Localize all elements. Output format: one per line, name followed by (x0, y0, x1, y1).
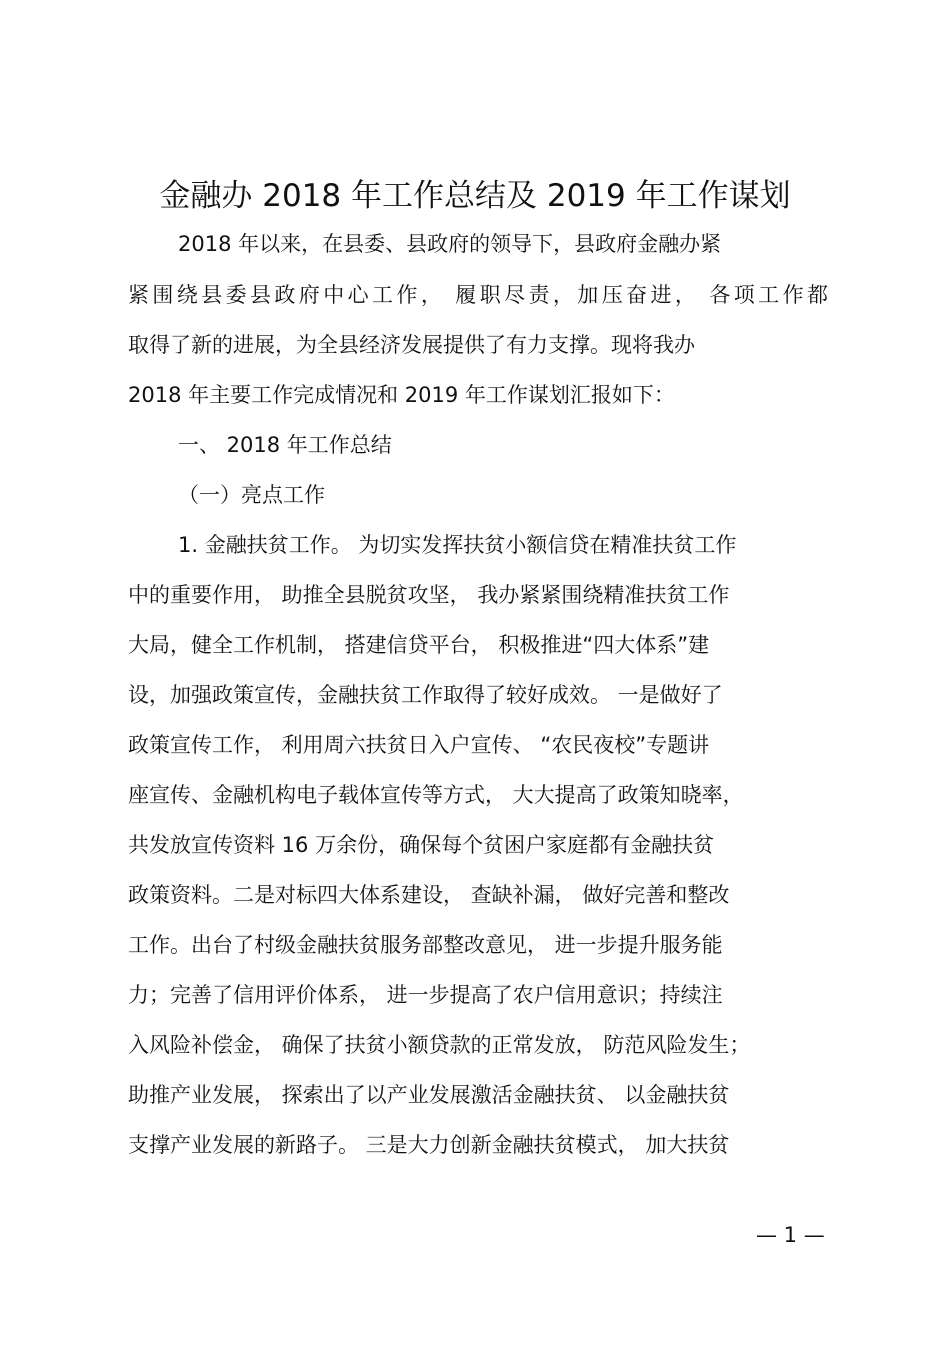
paragraph-line: 助推产业发展， 探索出了以产业发展激活金融扶贫、 以金融扶贫 (128, 1083, 730, 1107)
paragraph-line: 政策宣传工作， 利用周六扶贫日入户宣传、 “农民夜校”专题讲 (128, 733, 710, 757)
paragraph-line: 座宣传、金融机构电子载体宣传等方式， 大大提高了政策知晓率， (128, 783, 744, 807)
paragraph-line: 入风险补偿金， 确保了扶贫小额贷款的正常发放， 防范风险发生； (128, 1033, 751, 1057)
paragraph-line: 大局，健全工作机制， 搭建信贷平台， 积极推进“四大体系”建 (128, 633, 710, 657)
paragraph-line: 中的重要作用， 助推全县脱贫攻坚， 我办紧紧围绕精准扶贫工作 (128, 583, 730, 607)
paragraph-line: 力；完善了信用评价体系， 进一步提高了农户信用意识；持续注 (128, 983, 723, 1007)
paragraph-line: 设，加强政策宣传，金融扶贫工作取得了较好成效。 一是做好了 (128, 683, 723, 707)
paragraph-line: 共发放宣传资料 16 万余份，确保每个贫困户家庭都有金融扶贫 (128, 833, 715, 857)
paragraph-line: 政策资料。二是对标四大体系建设， 查缺补漏， 做好完善和整改 (128, 883, 730, 907)
paragraph-line: 2018 年以来，在县委、县政府的领导下，县政府金融办紧 (178, 232, 722, 256)
section-heading: 一、 2018 年工作总结 (178, 433, 392, 457)
document-title: 金融办 2018 年工作总结及 2019 年工作谋划 (159, 178, 791, 214)
paragraph-line: 1. 金融扶贫工作。 为切实发挥扶贫小额信贷在精准扶贫工作 (178, 533, 737, 557)
subsection-heading: （一）亮点工作 (178, 483, 325, 507)
page-number: — 1 — (756, 1223, 825, 1247)
paragraph-line: 工作。出台了村级金融扶贫服务部整改意见， 进一步提升服务能 (128, 933, 723, 957)
paragraph-line: 2018 年主要工作完成情况和 2019 年工作谋划汇报如下： (128, 383, 675, 407)
paragraph-line: 紧围绕县委县政府中心工作， 履职尽责，加压奋进， 各项工作都 (128, 283, 828, 307)
paragraph-line: 取得了新的进展，为全县经济发展提供了有力支撑。现将我办 (128, 333, 695, 357)
paragraph-line: 支撑产业发展的新路子。 三是大力创新金融扶贫模式， 加大扶贫 (128, 1133, 730, 1157)
